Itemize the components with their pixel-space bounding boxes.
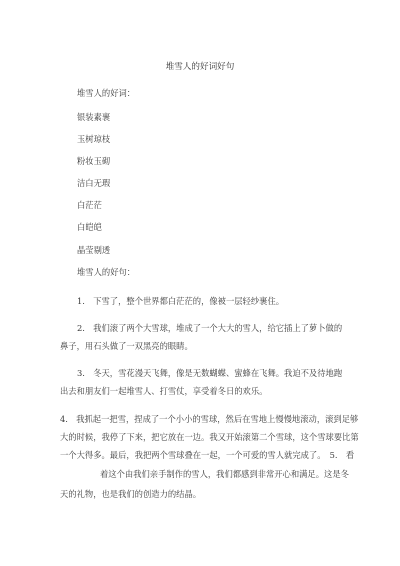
sentence-3-line-1: 3. 冬天，雪花漫天飞舞，像是无数蝴蝶、蜜蜂在飞舞。我迫不及待地跑 <box>77 368 343 378</box>
sentence-5-line-1: 着这个由我们亲手制作的雪人，我们都感到非常开心和满足。这是冬 <box>100 469 349 479</box>
word-item: 白皑皑 <box>77 222 102 232</box>
sentence-1: 1. 下雪了，整个世界都白茫茫的，像被一层轻纱裹住。 <box>77 296 285 306</box>
sentence-4-line-1: 4. 我抓起一把雪，捏成了一个小小的雪球，然后在雪地上慢慢地滚动，滚到足够 <box>60 414 359 424</box>
word-item: 粉妆玉砌 <box>77 156 111 166</box>
sentence-4-line-3: 一个大得多。最后，我把两个雪球叠在一起，一个可爱的雪人就完成了。 5. 看 <box>60 450 355 460</box>
page-title: 堆雪人的好词好句 <box>165 62 235 72</box>
sentence-4-line-2: 大的时候，我停了下来，把它放在一边。我又开始滚第二个雪球，这个雪球要比第 <box>60 432 359 442</box>
word-item: 玉树琼枝 <box>77 134 111 144</box>
sentences-heading: 堆雪人的好句： <box>77 267 136 277</box>
word-item: 银装素裹 <box>77 112 111 122</box>
sentence-3-line-2: 出去和朋友们一起堆雪人、打雪仗，享受着冬日的欢乐。 <box>60 386 268 396</box>
words-heading: 堆雪人的好词： <box>77 88 136 98</box>
word-item: 洁白无瑕 <box>77 178 111 188</box>
word-item: 白茫茫 <box>77 200 102 210</box>
word-item: 晶莹剔透 <box>77 245 111 255</box>
sentence-2-line-1: 2. 我们滚了两个大雪球，堆成了一个大大的雪人，给它插上了萝卜做的 <box>77 323 343 333</box>
sentence-2-line-2: 鼻子，用石头做了一双黑亮的眼睛。 <box>60 341 193 351</box>
sentence-5-line-2: 天的礼物，也是我们的创造力的结晶。 <box>60 489 202 499</box>
